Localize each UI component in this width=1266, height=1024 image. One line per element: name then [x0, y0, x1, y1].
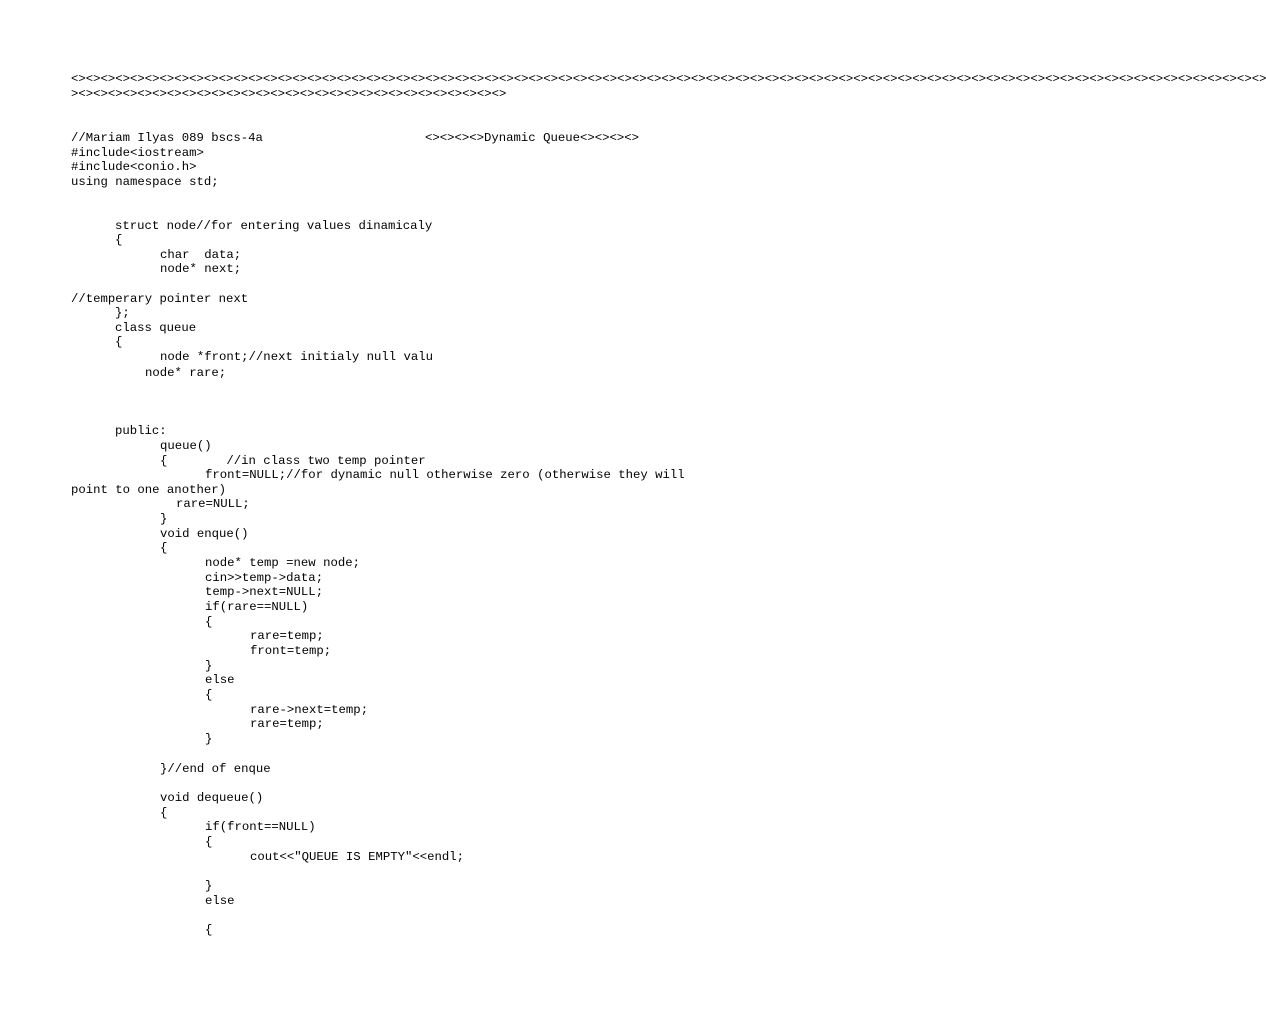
code-line: };: [115, 306, 130, 320]
code-line: else: [205, 673, 235, 687]
code-line: struct node//for entering values dinamicaly: [115, 219, 433, 233]
code-line: node *front;//next initialy null valu: [160, 350, 434, 364]
code-line: temp->next=NULL;: [205, 585, 324, 599]
code-line: {: [205, 923, 213, 937]
code-line: {: [115, 335, 123, 349]
code-line: else: [205, 894, 235, 908]
code-line: public:: [115, 424, 167, 438]
code-line: void dequeue(): [160, 791, 264, 805]
document-title: <><><><>Dynamic Queue<><><><>: [425, 131, 640, 145]
author-comment: //Mariam Ilyas 089 bscs-4a: [71, 131, 263, 145]
code-line: {: [205, 688, 213, 702]
code-line: rare=NULL;: [176, 497, 250, 511]
code-line: { //in class two temp pointer: [160, 454, 426, 468]
code-line: void enque(): [160, 527, 249, 541]
code-line: {: [205, 835, 213, 849]
code-line: #include<conio.h>: [71, 160, 197, 174]
code-line: char data;: [160, 248, 242, 262]
code-line: class queue: [115, 321, 197, 335]
code-line: rare=temp;: [250, 629, 324, 643]
code-line: rare->next=temp;: [250, 703, 369, 717]
code-line: node* next;: [160, 262, 242, 276]
code-line: cout<<"QUEUE IS EMPTY"<<endl;: [250, 850, 465, 864]
code-line: }: [205, 732, 213, 746]
divider-line-2: ><><><><><><><><><><><><><><><><><><><><><><><><><><><><><>: [71, 87, 507, 101]
code-line: queue(): [160, 439, 212, 453]
code-line: cin>>temp->data;: [205, 571, 324, 585]
code-line: node* temp =new node;: [205, 556, 360, 570]
code-line: {: [115, 233, 123, 247]
code-line: front=temp;: [250, 644, 332, 658]
code-line: using namespace std;: [71, 175, 219, 189]
code-line: if(rare==NULL): [205, 600, 309, 614]
code-line: point to one another): [71, 483, 226, 497]
code-line: }: [205, 879, 213, 893]
code-line: front=NULL;//for dynamic null otherwise zero (otherwise they will: [205, 468, 685, 482]
code-line: }: [160, 512, 168, 526]
code-line: if(front==NULL): [205, 820, 316, 834]
code-line: }: [205, 659, 213, 673]
code-line: }//end of enque: [160, 762, 271, 776]
code-line: {: [205, 615, 213, 629]
code-line: //temperary pointer next: [71, 292, 249, 306]
code-line: rare=temp;: [250, 717, 324, 731]
code-line: {: [160, 806, 168, 820]
code-line: node* rare;: [145, 366, 227, 380]
divider-line-1: <><><><><><><><><><><><><><><><><><><><><><><><><><><><><><><><><><><><><><><><><><><><><><><><><><><><><><><><><><><><><><><><><><><><><><><><><><><><><><><><><>: [71, 72, 1266, 86]
code-line: #include<iostream>: [71, 146, 204, 160]
code-line: {: [160, 541, 168, 555]
